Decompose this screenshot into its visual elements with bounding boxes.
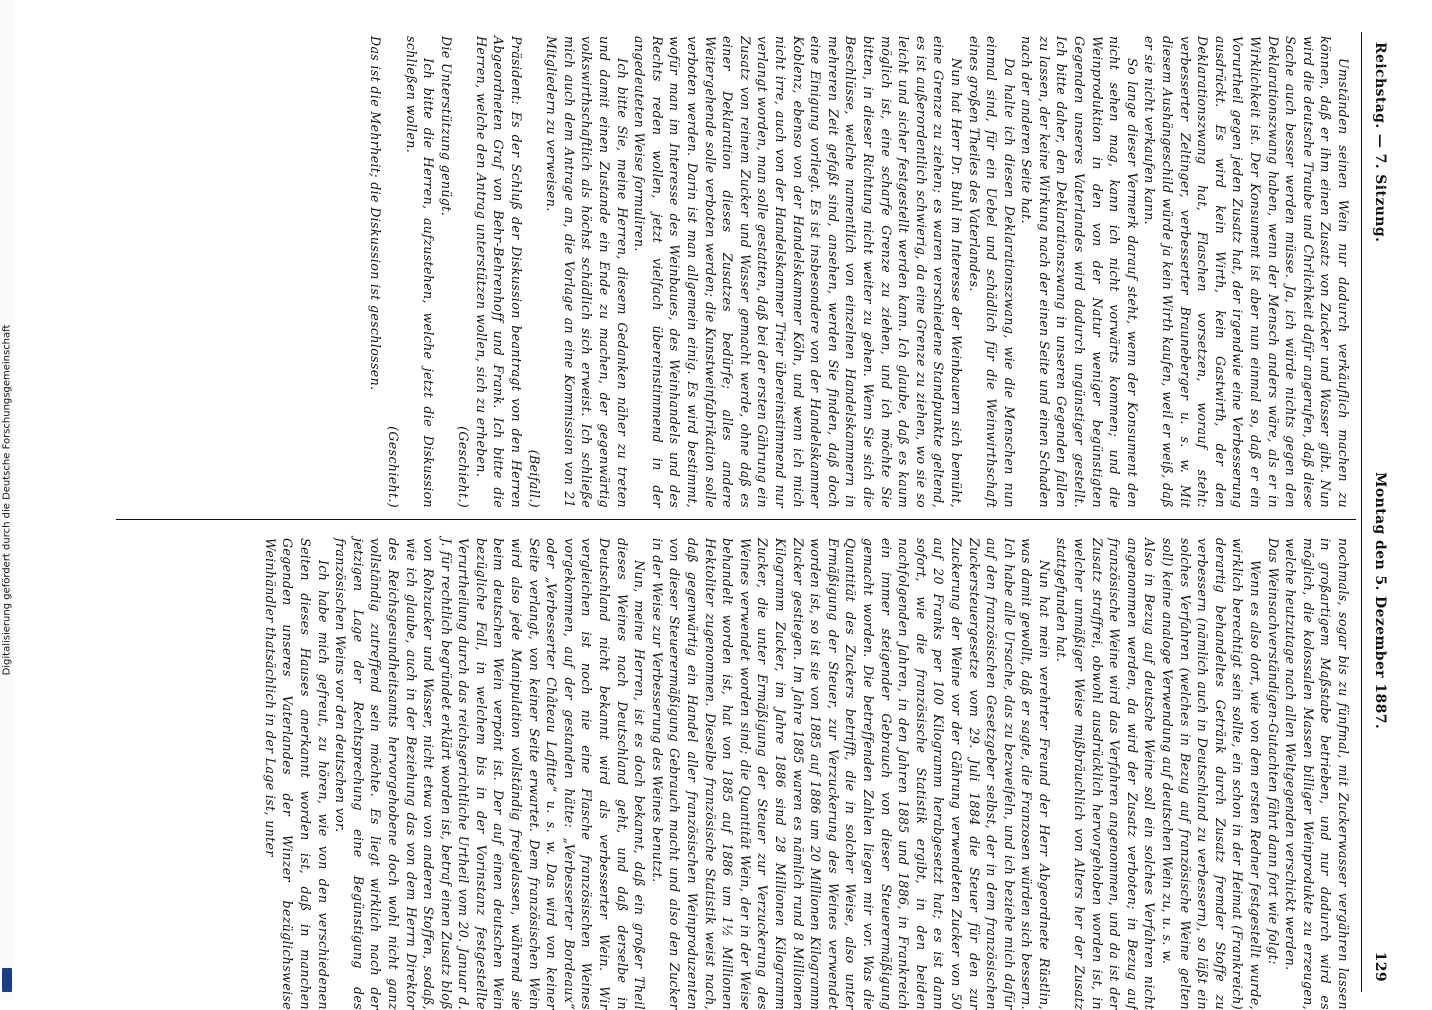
stage-direction: (Geschieht.) — [385, 426, 401, 508]
scan-credit-text: Digitalisierung gefördert durch die Deutsche Forschungsgemeinschaft — [1, 324, 13, 676]
paragraph: Ich bitte Sie, meine Herren, diesem Gedanken näher zu treten und damit einen Zustande ein Ende zu machen, der gegenwärtig volkswirthschaftlich als höchst schädlich sich erweist. Ich schließe mich auch dem Antrage an, die Vorlage an eine Kommission von 21 Mitgliedern zu verweisen. — [544, 36, 630, 508]
paragraph: Nun, meine Herren, ist es doch bekannt, daß ein großer Theil dieses Weines nach Deutschland geht, und daß derselbe in Deutschland nicht bekannt wird als verbesserter Wein. Wir vergleichen ist noch nie eine Flasche französischen Weines vorgekommen, auf der gestanden hätte: „Verbesserter Bordeaux“ oder „Verbesserter Château Lafitte“ u. s. w. Das wird von keiner Seite verlangt, von keiner Seite erwartet. Dem französischen Wein wird also jede Manipulation vollständig freigelassen, während sie beim deutschen Wein verpönt ist. Der auf einen deutschen Wein bezügliche Fall, in welchem bis in der Vorinstanz festgestellte Verurtheilung durch das reichsgerichtliche Urtheil vom 20. Januar d. J. für rechtlich begründet erklärt worden ist, betraf einen Zusatz bloß von Rohzucker und Wasser, nicht etwa von anderen Stoffen, sodaß, wie ich glaube, auch in der Beziehung das von dem Herrn Direktor des Reichsgesundheitsamts hervorgehobene doch wohl nicht ganz vollständig zutreffend sein möchte. Es liegt wirklich nach der jetzigen Lage der Rechtsprechung eine Begünstigung des französischen Weins vor den deutschen vor. — [333, 538, 648, 1010]
paragraph: Da halte ich diesen Deklarationszwang, wie die Menschen nun einmal sind, für ein Uebel und schädlich für die Weinwirthschaft eines großen Theiles des Vaterlandes. — [966, 36, 1017, 508]
header-rule — [1361, 32, 1362, 992]
president-remark: Präsident: Es der Schluß der Diskussion beantragt von den Herren Abgeordneten Graf von Behr-Behrenhoff und Frank. Ich bitte die Herren, welche den Antrag unterstützen wollen, sich zu erheben. — [473, 36, 525, 508]
right-column — [261, 538, 1352, 1010]
paragraph: Die Unterstützung genügt. — [438, 36, 454, 217]
stage-direction: (Beifall.) — [526, 449, 542, 508]
paragraph: Nun hat Herr Dr. Buhl im Interesse der Weinbauern sich bemüht, eine Grenze zu ziehen; es waren verschiedene Standpunkte geltend, es ist außerordentlich schwierig, da eine Grenze zu ziehen, wo sie so leicht und sicher festgestellt werden kann. Ich glaube, daß es kaum möglich ist, eine scharfe Grenze zu ziehen, und ich möchte Sie bitten, in dieser Richtung nicht weiter zu gehen. Wenn Sie sich die Beschlüsse, welche namentlich von einzelnen Handelskammern in mehreren Zeit gefaßt sind, ansehen, werden Sie finden, daß doch eine Einigung vorliegt. Es ist insbesondere von der Handelskammer Koblenz, ebenso von der Handelskammer Köln, und wenn ich mich nicht irre, auch von der Handelskammer Trier übereinstimmend nur verlangt worden, man solle gestatten, daß bei der ersten Gährung ein Zusatz von reinem Zucker und Wasser gemacht werde, ohne daß es einer Deklaration dieses Zusatzes bedürfe; alles andere Weitergehende solle verboten werden; die Kunstweinfabrikation solle verboten werden. Darin ist man allgemein einig. Es wird bestimmt, wofür man im Interesse des Weinbaues, des Weinhandels und des Rechts reden wollen, jetzt vielfach übereinstimmend in der angedeuteten Weise formuliren. — [632, 36, 964, 508]
paragraph: nochmals, sogar bis zu fünfmal, mit Zuckerwasser vergähren lassen in großartigem Maßstabe betrieben, und nur dadurch wird es möglich, die kolossalen Massen billiger Weinprodukte zu erzeugen, welche heutzutage nach allen Weltgegenden verschickt werden. — [1283, 538, 1351, 1010]
paragraph: Das Weinsachverständigen-Gutachten fährt dann fort wie folgt: — [1265, 538, 1281, 965]
scan-credit-strip — [0, 0, 14, 1000]
paragraph: So lange dieser Vermerk darauf steht, wenn der Konsument den nicht sehen mag, kann ich nicht vorwärts kommen; und die Weinproduktion in den von der Natur weniger begünstigten Gegenden unseres Vaterlandes wird dadurch ungünstiger gestellt. Ich bitte daher, den Deklarationszwang in unseren Gegenden fallen zu lassen, der keine Wirkung nach der einen Seite und einen Schaden nach der anderen Seite hat. — [1019, 36, 1140, 508]
paragraph: Also in Bezug auf deutsche Weine soll ein solches Verfahren nicht angenommen werden, da wird der Zusatz verboten; in Bezug auf französische Weine wird das Verfahren angenommen, und da ist der Zusatz straffrei, obwohl ausdrücklich hervorgehoben worden ist, in welcher unmäßiger Weise mißbräuchlich von Alters her der Zusatz stattgefunden hat. — [1054, 538, 1158, 1010]
left-column — [367, 36, 1352, 508]
header-session: Reichstag. — 7. Sitzung. — [1372, 42, 1388, 243]
paragraph: Umständen seinen Wein nur dadurch verkäuflich machen zu können, daß er ihm einen Zusatz von Zucker und Wasser gibt. Nun wird die deutsche Traube und Chrlichkeit dafür angerufen, daß diese Sache auch besser werden müsse. Ja, ich würde nichts gegen den Deklarationszwang haben, wenn der Mensch anders wäre, als er in Wirklichkeit ist. Der Konsument ist aber nun einmal so, daß er ein Vorurtheil gegen jeden Zusatz hat, der irgendwie eine Verbesserung ausdrückt. Es wird kein Wirth, kein Gastwirth, der den Deklarationszwang hat, Flaschen vorsetzen, worauf steht: verbesserter Zeltinger, verbesserter Brauneberger u. s. w. Mit diesem Aushängeschild würde ja kein Wirth kaufen, weil er weiß, daß er sie nicht verkaufen kann. — [1142, 36, 1351, 508]
paragraph: Wenn es also dort, wie von dem ersten Redner festgestellt wurde, wirklich berechtigt sein sollte, ein schon in der Heimat (Frankreich) derartig behandeltes Getränk durch Zusatz fremder Stoffe zu verbessern (nämlich auch in Deutschland zu verbessern), so läßt ein solches Verfahren (welches in Bezug auf französische Weine gelten soll) keine analoge Verwendung auf deutschen Wein zu, u. s. w. — [1160, 538, 1264, 1010]
paragraph: Nun hat mein verehrter Freund der Herr Abgeordnete Rüstlin, was damit gewollt, daß er sagte, die Franzosen würden sich bessern. Ich habe alle Ursache, das zu bezweifeln, und ich beziehe mich dafür auf den französischen Gesetzgeber selbst, der in dem französischen Zuckersteuergesetze vom 29. Juli 1884 die Steuer für den zur Zuckerung der Weine vor der Gährung verwendeten Zucker von 50 auf 20 Franks per 100 Kilogramm herabgesetzt hat; es ist dann sofort, wie die französische Statistik ergibt, in den beiden nachfolgenden Jahren, in den Jahren 1885 und 1886, in Frankreich ein immer steigender Gebrauch von dieser Steuerermäßigung gemacht worden. Die betreffenden Zahlen liegen mir vor. Was die Quantität des Zuckers betrifft, die in solcher Weise, also unter Ermäßigung der Steuer, zur Verzuckerung des Weines verwendet worden ist, so ist sie von 1885 auf 1886 um 20 Millionen Kilogramm Zucker gestiegen. Im Jahre 1885 waren es nämlich rund 8 Millionen Kilogramm Zucker, im Jahre 1886 sind 28 Millionen Kilogramm Zucker, die unter Ermäßigung der Steuer zur Verzuckerung des Weines verwendet worden sind; die Quantität Wein, der in der Weise behandelt worden ist, hat von 1885 auf 1886 um 1½ Millionen Hektoliter zugenommen. Dieselbe französische Statistik weist nach, daß gegenwärtig ein Handel aller französischen Weinproduzenten von dieser Steuerermäßigung Gebrauch macht und also den Zucker in der Weise zur Verbesserung des Weines benutzt. — [649, 538, 1052, 1010]
column-divider — [116, 519, 1356, 520]
paragraph: Ich bitte die Herren, aufzustehen, welche jetzt die Diskussion schließen wollen. — [403, 36, 437, 508]
scanned-page — [102, 22, 1402, 1010]
paragraph: Das ist die Mehrheit; die Diskussion ist geschlossen. — [368, 36, 384, 391]
running-head — [1366, 32, 1388, 992]
header-date: Montag den 5. Dezember 1887. — [1372, 472, 1388, 730]
dfg-logo — [2, 968, 12, 992]
paragraph: Ich habe mich gefreut, zu hören, wie von den verschiedenen Seiten dieses Hauses anerkannt worden ist, daß in manchen Gegenden unseres Vaterlandes der Winzer bezüglichsweise Weinhändler thatsächlich in der Lage ist, unter — [262, 538, 331, 1010]
stage-direction: (Geschieht.) — [456, 426, 472, 508]
page-number: 129 — [1372, 951, 1388, 982]
